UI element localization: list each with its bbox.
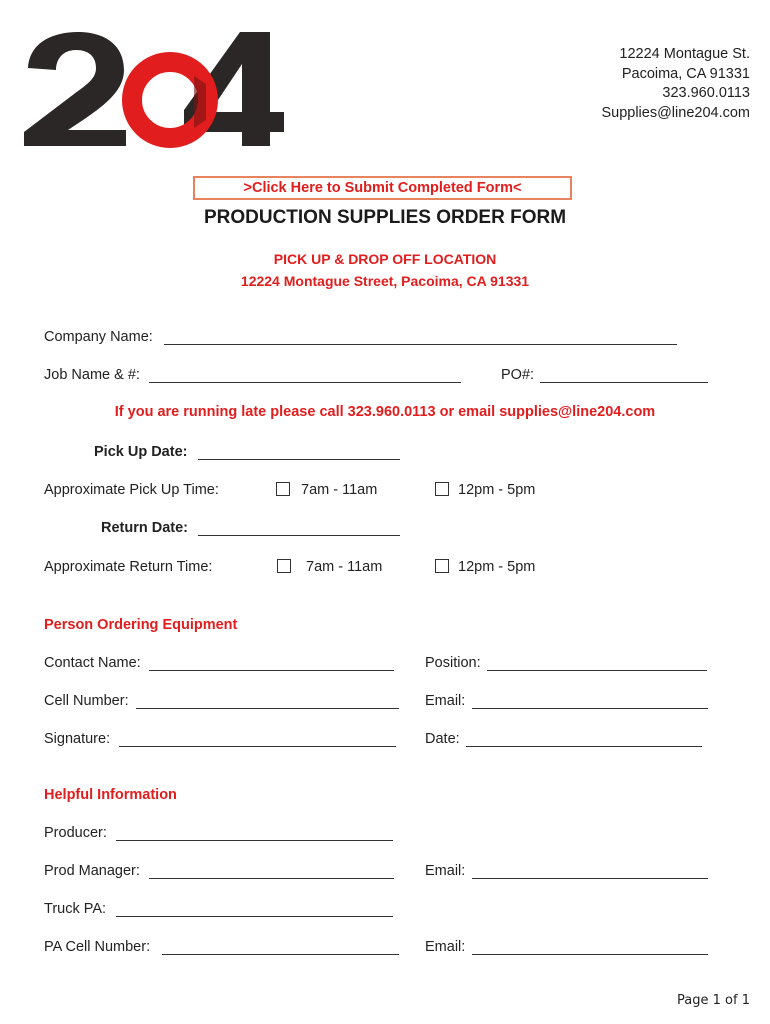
prod-manager-email-label: Email:	[425, 863, 466, 879]
company-address	[601, 45, 750, 123]
date-label: Date:	[425, 731, 460, 747]
return-morning-checkbox[interactable]	[277, 559, 291, 573]
po-field[interactable]	[540, 382, 708, 383]
return-afternoon-label: 12pm - 5pm	[458, 559, 536, 575]
contact-name-label: Contact Name:	[44, 655, 141, 671]
return-morning-label: 7am - 11am	[306, 559, 383, 575]
pickup-date-label: Pick Up Date:	[94, 444, 188, 460]
address-street: 12224 Montague St.	[619, 46, 750, 62]
company-logo	[20, 28, 285, 148]
location-heading: PICK UP & DROP OFF LOCATION	[273, 251, 497, 267]
job-name-label: Job Name & #:	[44, 367, 140, 383]
return-date-field[interactable]	[198, 535, 400, 536]
job-name-field[interactable]	[149, 382, 461, 383]
late-notice: If you are running late please call 323.960.0113 or email supplies@line204.com	[114, 404, 656, 420]
pa-cell-label: PA Cell Number:	[44, 939, 151, 955]
return-afternoon-checkbox[interactable]	[435, 559, 449, 573]
date-field[interactable]	[466, 746, 702, 747]
email-field[interactable]	[472, 708, 708, 709]
pickup-morning-label: 7am - 11am	[301, 482, 378, 498]
email-label: Email:	[425, 693, 466, 709]
submit-form-button[interactable]: >Click Here to Submit Completed Form<	[193, 176, 572, 200]
company-name-field[interactable]	[164, 344, 677, 345]
position-field[interactable]	[487, 670, 707, 671]
pickup-morning-checkbox[interactable]	[276, 482, 290, 496]
cell-number-label: Cell Number:	[44, 693, 129, 709]
person-section-heading: Person Ordering Equipment	[44, 617, 238, 633]
address-city: Pacoima, CA 91331	[621, 65, 750, 82]
return-date-label: Return Date:	[101, 520, 189, 536]
signature-field[interactable]	[119, 746, 396, 747]
prod-manager-label: Prod Manager:	[44, 863, 140, 879]
producer-field[interactable]	[116, 840, 393, 841]
pa-email-label: Email:	[425, 939, 466, 955]
contact-name-field[interactable]	[149, 670, 394, 671]
pa-email-field[interactable]	[472, 954, 708, 955]
address-email[interactable]: Supplies@line204.com	[601, 104, 750, 121]
pickup-date-field[interactable]	[198, 459, 400, 460]
po-label: PO#:	[501, 367, 535, 383]
page-number: Page 1 of 1	[677, 993, 750, 1008]
prod-manager-email-field[interactable]	[472, 878, 708, 879]
company-name-label: Company Name:	[44, 329, 153, 345]
pa-cell-field[interactable]	[162, 954, 399, 955]
address-phone: 323.960.0113	[662, 85, 750, 101]
location-address: 12224 Montague Street, Pacoima, CA 91331	[240, 273, 530, 289]
producer-label: Producer:	[44, 825, 107, 841]
helpful-section-heading: Helpful Information	[44, 787, 177, 803]
prod-manager-field[interactable]	[149, 878, 394, 879]
truck-pa-field[interactable]	[116, 916, 393, 917]
return-time-label: Approximate Return Time:	[44, 559, 213, 575]
pickup-time-label: Approximate Pick Up Time:	[44, 482, 219, 498]
truck-pa-label: Truck PA:	[44, 901, 107, 917]
pickup-afternoon-checkbox[interactable]	[435, 482, 449, 496]
signature-label: Signature:	[44, 731, 111, 747]
page-title: PRODUCTION SUPPLIES ORDER FORM	[203, 207, 567, 228]
position-label: Position:	[425, 655, 481, 671]
pickup-afternoon-label: 12pm - 5pm	[458, 482, 536, 498]
cell-number-field[interactable]	[136, 708, 399, 709]
